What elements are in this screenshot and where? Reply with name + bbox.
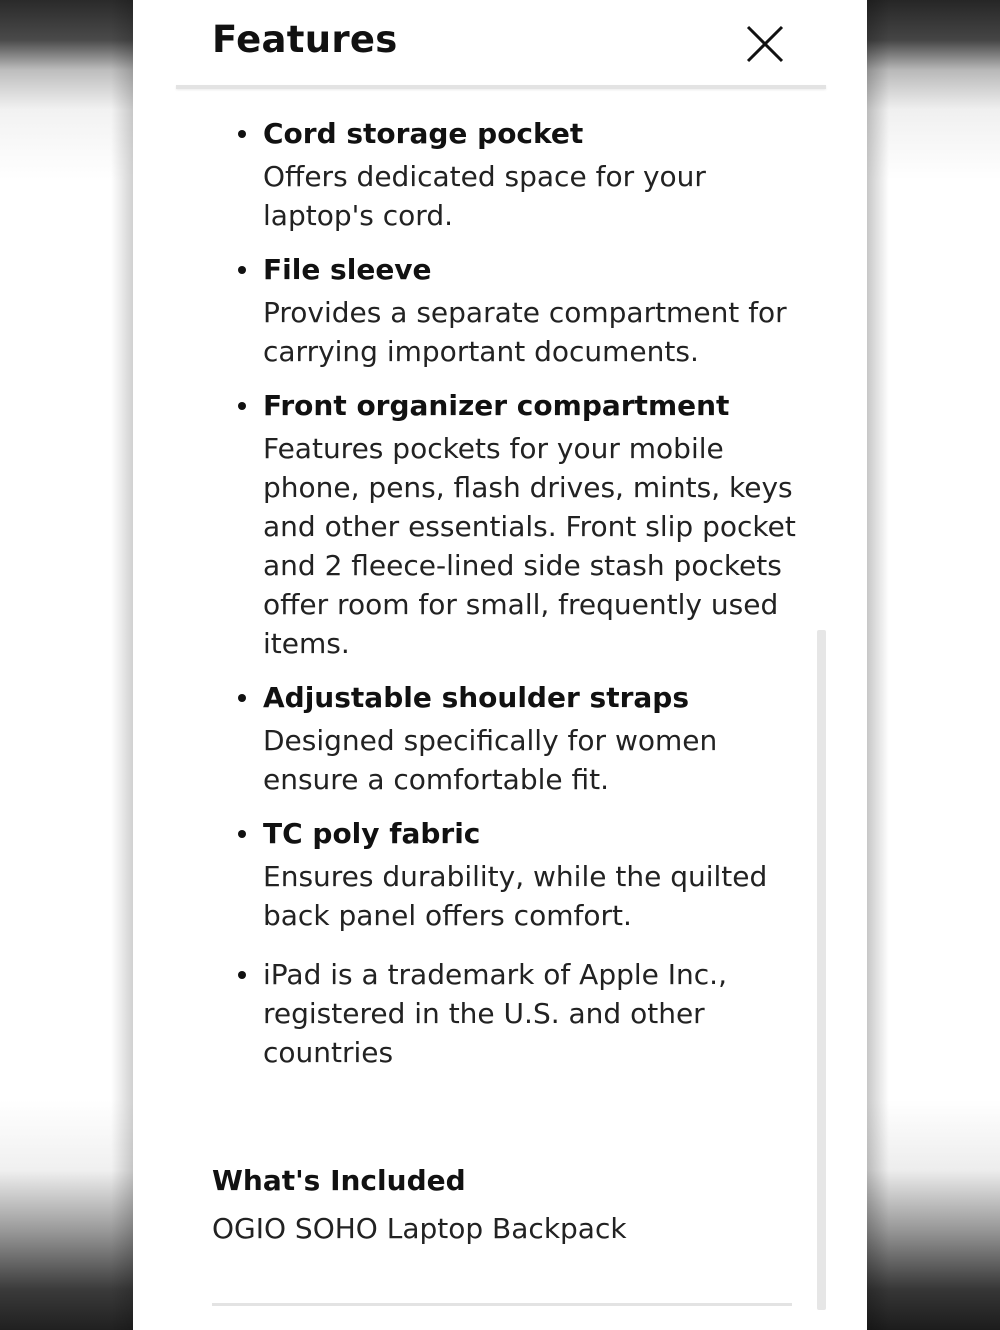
scrollbar[interactable] xyxy=(817,630,826,1310)
features-list xyxy=(133,112,813,1085)
feature-description: Offers dedicated space for your laptop's cord. xyxy=(263,160,706,232)
feature-description: Ensures durability, while the quilted back panel offers comfort. xyxy=(263,860,768,932)
feature-description: Designed specifically for women ensure a comfortable fit. xyxy=(263,724,718,796)
bullet-icon xyxy=(238,266,246,274)
features-modal xyxy=(133,0,867,1330)
trademark-note: iPad is a trademark of Apple Inc., registered in the U.S. and other countries xyxy=(263,958,727,1069)
bullet-icon xyxy=(238,402,246,410)
close-icon xyxy=(745,24,785,64)
feature-description: Features pockets for your mobile phone, pens, flash drives, mints, keys and other essentials. Front slip pocket and 2 fleece-lined side stash pockets offer room for small, frequently used items. xyxy=(263,432,796,660)
whats-included-value: OGIO SOHO Laptop Backpack xyxy=(212,1212,627,1245)
whats-included-heading: What's Included xyxy=(212,1164,466,1197)
feature-item-trademark-note xyxy=(133,955,813,1072)
feature-item-file-sleeve xyxy=(133,248,813,371)
feature-description: Provides a separate compartment for carrying important documents. xyxy=(263,296,787,368)
bullet-icon xyxy=(238,694,246,702)
feature-item-shoulder-straps xyxy=(133,676,813,799)
feature-name: TC poly fabric xyxy=(263,817,481,850)
feature-name: Cord storage pocket xyxy=(263,117,584,150)
bullet-icon xyxy=(238,971,246,979)
modal-title: Features xyxy=(212,18,398,61)
close-button[interactable] xyxy=(745,24,785,64)
bullet-icon xyxy=(238,130,246,138)
background-right xyxy=(867,0,1000,1330)
feature-item-tc-poly-fabric xyxy=(133,812,813,935)
feature-name: Front organizer compartment xyxy=(263,389,730,422)
feature-item-cord-storage-pocket xyxy=(133,112,813,235)
header-divider xyxy=(176,85,826,89)
background-left xyxy=(0,0,133,1330)
bullet-icon xyxy=(238,830,246,838)
feature-item-front-organizer xyxy=(133,384,813,663)
feature-name: File sleeve xyxy=(263,253,432,286)
feature-name: Adjustable shoulder straps xyxy=(263,681,689,714)
footer-divider xyxy=(212,1303,792,1306)
